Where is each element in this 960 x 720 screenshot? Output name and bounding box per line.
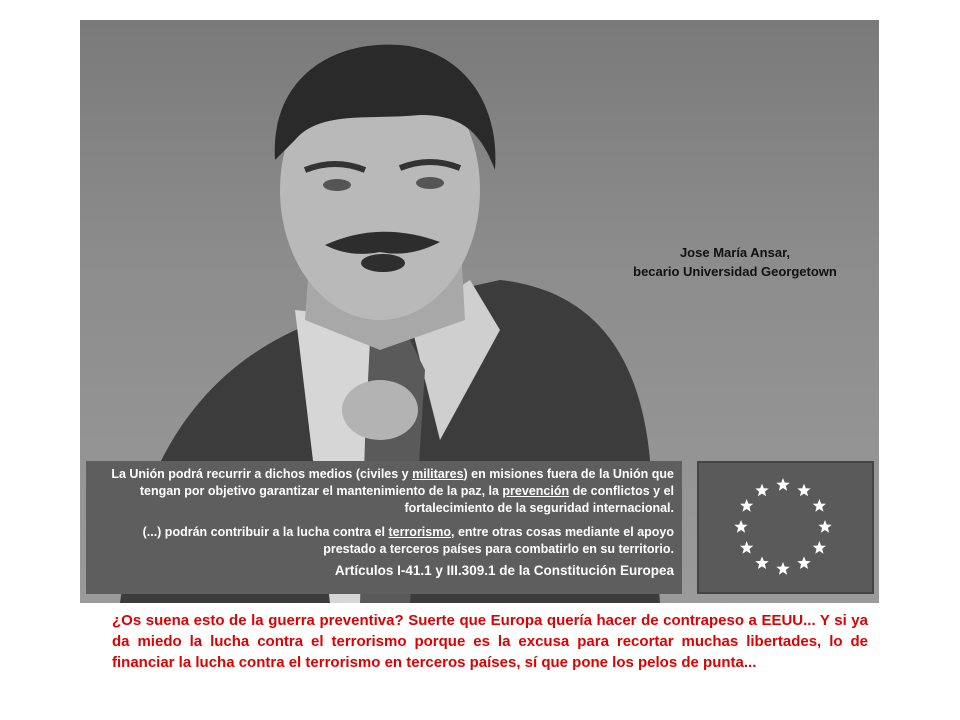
- articles-reference: Artículos I-41.1 y III.309.1 de la Constitución Europea: [334, 563, 674, 578]
- star-icon: [776, 478, 789, 491]
- star-icon: [755, 484, 768, 497]
- quote-text: ) en misiones fuera de la Unión que tengan por objetivo garantizar el mantenimiento de la paz, la: [139, 467, 674, 498]
- star-icon: [813, 499, 826, 512]
- quote-text: de conflictos y el fortalecimiento de la seguridad internacional.: [404, 484, 674, 515]
- underlined-term-prevencion: prevención: [502, 484, 570, 498]
- constitution-quote-box: [86, 461, 682, 594]
- star-icon: [813, 541, 826, 554]
- star-icon: [734, 520, 747, 533]
- quote-paragraph-1: [94, 466, 674, 517]
- quote-text: La Unión podrá recurrir a dichos medios (civiles y: [111, 467, 413, 481]
- star-icon: [755, 556, 768, 569]
- photo-caption: [600, 243, 870, 281]
- quote-text: , entre otras cosas mediante el apoyo prestado a terceros países para combatirlo en su territorio.: [323, 525, 674, 556]
- star-icon: [818, 520, 831, 533]
- star-icon: [797, 484, 810, 497]
- underlined-term-terrorismo: terrorismo: [388, 525, 451, 539]
- quote-paragraph-2: [94, 524, 674, 558]
- star-icon: [740, 541, 753, 554]
- caption-name: Jose María Ansar,: [679, 245, 791, 260]
- star-icon: [740, 499, 753, 512]
- commentary-text: ¿Os suena esto de la guerra preventiva? Suerte que Europa quería hacer de contrapeso a EEUU... Y si ya da miedo la lucha contra el terrorismo porque es la excusa para recortar muchas libertades, lo de financiar la lucha contra el terrorismo en terceros países, sí que pone los pelos de punta...: [112, 612, 868, 671]
- star-icon: [776, 562, 789, 575]
- eu-flag-stars: [699, 463, 872, 592]
- quote-text: (...) podrán contribuir a la lucha contra el: [142, 525, 389, 539]
- caption-role: becario Universidad Georgetown: [633, 264, 837, 279]
- eu-flag-icon: [697, 461, 874, 594]
- underlined-term-militares: militares: [412, 467, 464, 481]
- star-icon: [797, 556, 810, 569]
